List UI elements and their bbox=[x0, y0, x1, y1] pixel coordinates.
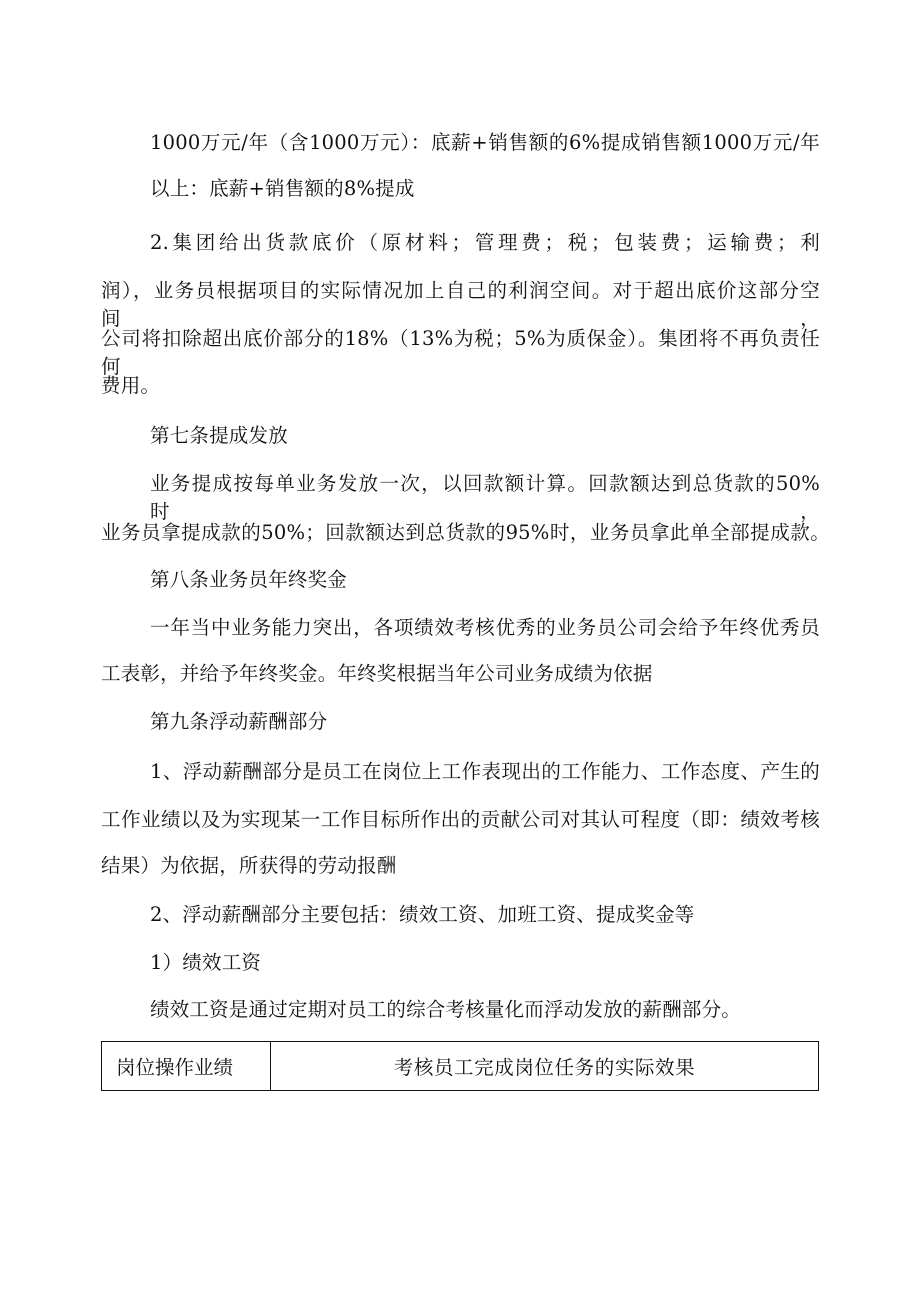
section-heading: 第七条提成发放 bbox=[150, 424, 288, 447]
subsection-heading: 1）绩效工资 bbox=[150, 951, 262, 974]
paragraph-line: 以上：底薪+销售额的8%提成 bbox=[150, 177, 415, 200]
paragraph-line: 费用。 bbox=[101, 374, 161, 397]
section-heading: 第八条业务员年终奖金 bbox=[150, 568, 348, 591]
performance-table bbox=[101, 1041, 819, 1091]
paragraph-line: 业务员拿提成款的50%；回款额达到总货款的95%时，业务员拿此单全部提成款。 bbox=[101, 521, 830, 544]
table-cell-label: 岗位操作业绩 bbox=[102, 1042, 271, 1091]
paragraph-line: 2.集团给出货款底价（原材料；管理费；税；包装费；运输费；利 bbox=[150, 231, 820, 254]
table-cell-value: 考核员工完成岗位任务的实际效果 bbox=[271, 1042, 819, 1091]
paragraph-line: 业务提成按每单业务发放一次，以回款额计算。回款额达到总货款的50%时， bbox=[150, 472, 820, 523]
table-row bbox=[102, 1042, 819, 1091]
paragraph-line: 工表彰，并给予年终奖金。年终奖根据当年公司业务成绩为依据 bbox=[101, 662, 653, 685]
section-heading: 第九条浮动薪酬部分 bbox=[150, 710, 328, 733]
paragraph-line: 结果）为依据，所获得的劳动报酬 bbox=[101, 854, 397, 877]
paragraph-line: 公司将扣除超出底价部分的18%（13%为税；5%为质保金）。集团将不再负责任何 bbox=[101, 327, 820, 378]
paragraph-line: 绩效工资是通过定期对员工的综合考核量化而浮动发放的薪酬部分。 bbox=[150, 998, 742, 1021]
paragraph-line: 一年当中业务能力突出，各项绩效考核优秀的业务员公司会给予年终优秀员 bbox=[150, 616, 820, 639]
paragraph-line: 工作业绩以及为实现某一工作目标所作出的贡献公司对其认可程度（即：绩效考核 bbox=[101, 808, 820, 831]
paragraph-line: 润），业务员根据项目的实际情况加上自己的利润空间。对于超出底价这部分空间， bbox=[101, 279, 820, 330]
paragraph-line: 2、浮动薪酬部分主要包括：绩效工资、加班工资、提成奖金等 bbox=[150, 903, 695, 926]
paragraph-line: 1、浮动薪酬部分是员工在岗位上工作表现出的工作能力、工作态度、产生的 bbox=[150, 760, 820, 783]
paragraph-line: 1000万元/年（含1000万元）：底薪+销售额的6%提成销售额1000万元/年 bbox=[150, 131, 820, 154]
